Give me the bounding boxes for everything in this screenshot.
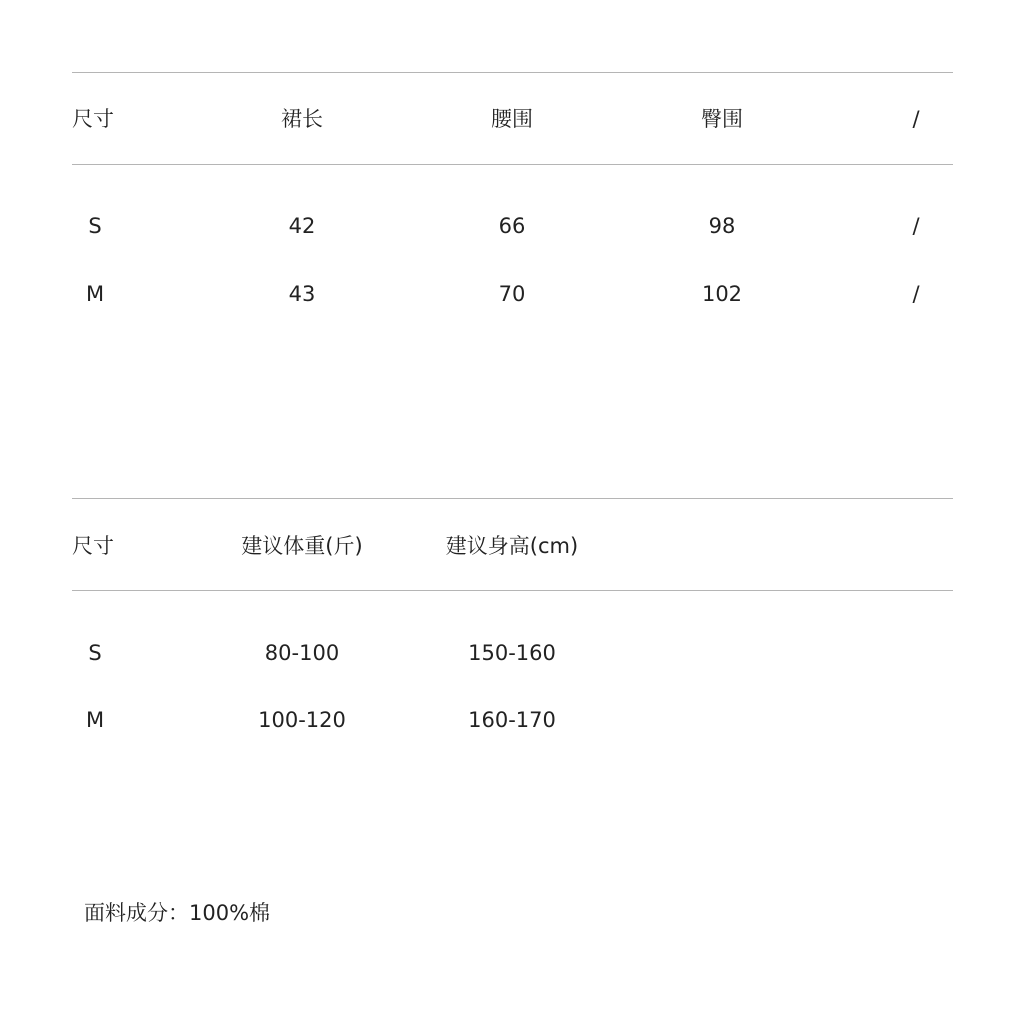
fit-table-header-height: 建议身高(cm) [445,534,579,558]
size-table-top-rule [72,72,953,73]
size-table-header-skirt-length: 裙长 [281,107,323,131]
fit-table-row-m-height: 160-170 [468,708,556,732]
fit-table-row-s-weight: 80-100 [264,641,340,665]
size-table-row-m-size: M [85,282,105,306]
size-table-row-m-skirt-length: 43 [288,282,316,306]
fit-table-header-weight: 建议体重(斤) [241,534,363,558]
size-table-row-m-extra: / [912,282,920,306]
size-table-header-waist: 腰围 [491,107,533,131]
size-table-row-s-hip: 98 [708,214,736,238]
fit-table-header-rule [72,590,953,591]
size-table-row-s-skirt-length: 42 [288,214,316,238]
size-table-header-rule [72,164,953,165]
fit-table-top-rule [72,498,953,499]
size-table-row-s-size: S [88,214,102,238]
fit-table-row-m-size: M [85,708,105,732]
fabric-composition: 面料成分：100%棉 [84,901,271,925]
size-table-header-hip: 臀围 [701,107,743,131]
fit-table-row-m-weight: 100-120 [258,708,346,732]
fit-table-row-s-size: S [88,641,102,665]
size-table-row-s-waist: 66 [498,214,526,238]
size-table-row-m-waist: 70 [498,282,526,306]
size-table-row-m-hip: 102 [701,282,743,306]
size-table-row-s-extra: / [912,214,920,238]
fit-table-header-size: 尺寸 [72,534,114,558]
size-table-header-size: 尺寸 [72,107,114,131]
size-table-header-extra: / [912,107,920,131]
fit-table-row-s-height: 150-160 [468,641,556,665]
